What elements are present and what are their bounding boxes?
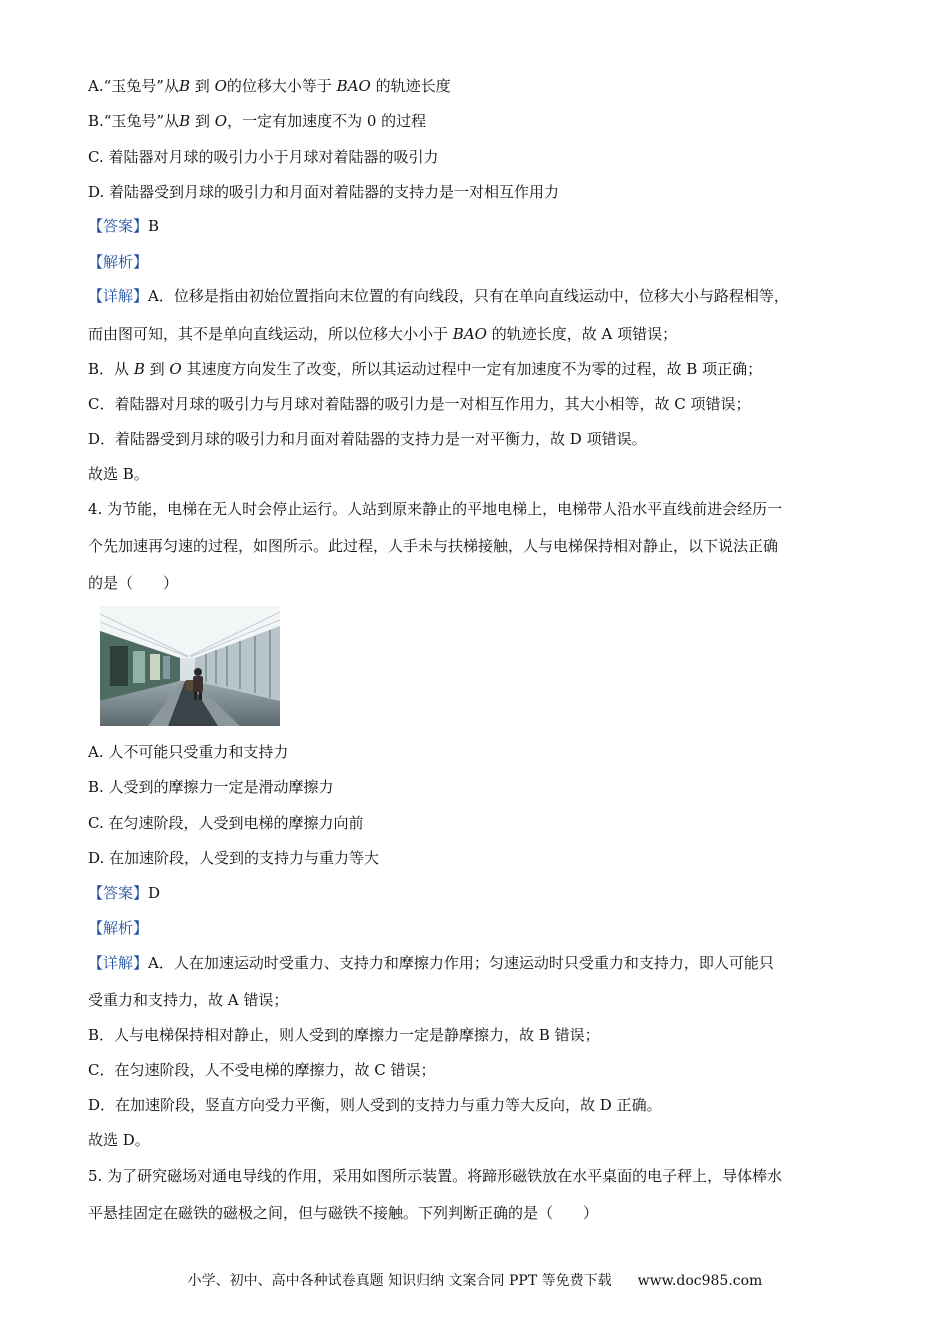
q5-stem-line1: 5. 为了研究磁场对通电导线的作用，采用如图所示装置。将蹄形磁铁放在水平桌面的电子秤上，导体棒水 bbox=[88, 1167, 783, 1185]
footer-text: 小学、初中、高中各种试卷真题 知识归纳 文案合同 PPT 等免费下载 bbox=[187, 1273, 612, 1289]
q4-option-d: D. 在加速阶段，人受到的支持力与重力等大 bbox=[88, 849, 380, 867]
q4-option-a: A. 人不可能只受重力和支持力 bbox=[88, 743, 289, 761]
q4-stem-line2: 个先加速再匀速的过程，如图所示。此过程，人手未与扶梯接触，人与电梯保持相对静止，以下说法正确 bbox=[88, 537, 779, 555]
q3-detail-line1: 【详解】A．位移是指由初始位置指向末位置的有向线段，只有在单向直线运动中，位移大小与路程相等， bbox=[88, 287, 789, 305]
q3-option-d: D. 着陆器受到月球的吸引力和月面对着陆器的支持力是一对相互作用力 bbox=[88, 183, 560, 201]
q4-detail-line2: 受重力和支持力，故 A 错误； bbox=[88, 991, 289, 1009]
q4-stem-line1: 4. 为节能，电梯在无人时会停止运行。人站到原来静止的平地电梯上，电梯带人沿水平直线前进会经历一 bbox=[88, 500, 783, 518]
q4-detail-d: D．在加速阶段，竖直方向受力平衡，则人受到的支持力与重力等大反向，故 D 正确。 bbox=[88, 1096, 662, 1114]
q3-conclusion: 故选 B。 bbox=[88, 465, 149, 483]
escalator-photo bbox=[100, 606, 280, 726]
q5-stem-line2: 平悬挂固定在磁铁的磁极之间，但与磁铁不接触。下列判断正确的是（ ） bbox=[88, 1204, 599, 1222]
q3-option-c: C. 着陆器对月球的吸引力小于月球对着陆器的吸引力 bbox=[88, 148, 439, 166]
q4-detail-c: C．在匀速阶段，人不受电梯的摩擦力，故 C 错误； bbox=[88, 1061, 436, 1079]
escalator-photo-image bbox=[100, 606, 280, 726]
q4-option-b: B. 人受到的摩擦力一定是滑动摩擦力 bbox=[88, 778, 334, 796]
q3-option-a: A.“玉兔号”从B 到 O的位移大小等于 BAO 的轨迹长度 bbox=[88, 77, 451, 95]
q3-analysis-label: 【解析】 bbox=[88, 253, 149, 271]
q4-analysis-label: 【解析】 bbox=[88, 919, 149, 937]
q4-stem-line3: 的是（ ） bbox=[88, 574, 179, 592]
page-footer bbox=[0, 1270, 950, 1290]
q3-answer: 【答案】B bbox=[88, 217, 160, 235]
q3-option-b: B.“玉兔号”从B 到 O，一定有加速度不为 0 的过程 bbox=[88, 112, 427, 130]
q3-detail-d: D．着陆器受到月球的吸引力和月面对着陆器的支持力是一对平衡力，故 D 项错误。 bbox=[88, 430, 647, 448]
q4-answer: 【答案】D bbox=[88, 884, 161, 902]
q4-option-c: C. 在匀速阶段，人受到电梯的摩擦力向前 bbox=[88, 814, 364, 832]
footer-url[interactable]: www.doc985.com bbox=[637, 1273, 763, 1289]
q4-detail-b: B．人与电梯保持相对静止，则人受到的摩擦力一定是静摩擦力，故 B 错误； bbox=[88, 1026, 600, 1044]
q4-detail-line1: 【详解】A．人在加速运动时受重力、支持力和摩擦力作用；匀速运动时只受重力和支持力，即人可能只 bbox=[88, 954, 774, 972]
q3-detail-line2: 而由图可知，其不是单向直线运动，所以位移大小小于 BAO 的轨迹长度，故 A 项错误； bbox=[88, 325, 678, 343]
q3-detail-b: B．从 B 到 O 其速度方向发生了改变，所以其运动过程中一定有加速度不为零的过程，故 B 项正确； bbox=[88, 360, 763, 378]
q3-detail-c: C．着陆器对月球的吸引力与月球对着陆器的吸引力是一对相互作用力，其大小相等，故 C 项错误； bbox=[88, 395, 751, 413]
q4-conclusion: 故选 D。 bbox=[88, 1131, 150, 1149]
